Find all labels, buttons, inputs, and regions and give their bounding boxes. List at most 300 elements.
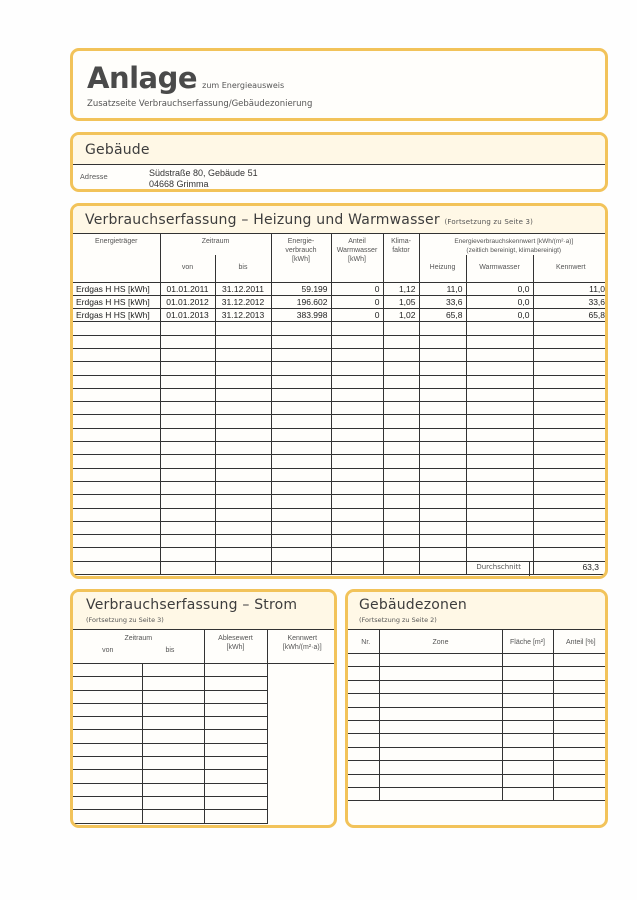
zones-title: Gebäudezonen xyxy=(359,597,467,613)
cell-carrier: Erdgas H HS [kWh] xyxy=(73,282,160,295)
empty-cell xyxy=(73,335,160,348)
cell-climate: 1,05 xyxy=(383,295,419,308)
empty-cell xyxy=(331,348,383,361)
empty-cell xyxy=(215,428,271,441)
table-row xyxy=(348,654,608,667)
empty-cell xyxy=(73,375,160,388)
table-row xyxy=(73,428,608,441)
empty-cell xyxy=(204,690,267,703)
empty-cell xyxy=(553,680,608,693)
electricity-box xyxy=(70,589,337,828)
average-label: Durchschnitt xyxy=(476,563,521,571)
table-row xyxy=(348,694,608,707)
empty-cell xyxy=(271,375,331,388)
empty-cell xyxy=(271,428,331,441)
empty-cell xyxy=(348,774,379,787)
empty-cell xyxy=(73,442,160,455)
empty-cell xyxy=(73,402,160,415)
empty-cell xyxy=(271,402,331,415)
empty-cell xyxy=(331,548,383,561)
col-hw-share-l2: Warmwasser xyxy=(336,247,378,254)
empty-cell xyxy=(466,535,533,548)
empty-cell xyxy=(348,694,379,707)
table-row xyxy=(73,309,608,322)
empty-cell xyxy=(215,521,271,534)
col-from: von xyxy=(160,255,215,282)
col-nr: Nr. xyxy=(348,630,379,654)
table-row xyxy=(73,415,608,428)
empty-cell xyxy=(502,761,553,774)
empty-cell xyxy=(215,508,271,521)
building-header-band xyxy=(73,135,605,164)
empty-cell xyxy=(383,322,419,335)
empty-cell xyxy=(466,348,533,361)
col-reading-l2: [kWh] xyxy=(226,644,245,651)
col-heating: Heizung xyxy=(419,255,466,282)
empty-cell xyxy=(271,335,331,348)
empty-cell xyxy=(348,720,379,733)
col-climate-l2: faktor xyxy=(392,247,410,254)
empty-cell xyxy=(215,415,271,428)
empty-cell xyxy=(502,734,553,747)
empty-cell xyxy=(331,521,383,534)
electricity-continuation: (Fortsetzung zu Seite 3) xyxy=(86,616,164,624)
cell-heating: 65,8 xyxy=(419,309,466,322)
cell-hot-water: 0,0 xyxy=(466,282,533,295)
empty-cell xyxy=(383,481,419,494)
empty-cell xyxy=(160,388,215,401)
cell-to: 31.12.2013 xyxy=(215,309,271,322)
empty-cell xyxy=(379,654,502,667)
empty-cell xyxy=(553,667,608,680)
empty-cell xyxy=(383,561,419,574)
empty-cell xyxy=(331,535,383,548)
empty-cell xyxy=(502,667,553,680)
empty-cell xyxy=(271,362,331,375)
empty-cell xyxy=(160,455,215,468)
empty-cell xyxy=(348,707,379,720)
empty-cell xyxy=(379,720,502,733)
empty-cell xyxy=(160,442,215,455)
empty-cell xyxy=(73,521,160,534)
empty-cell xyxy=(204,743,267,756)
empty-cell xyxy=(271,561,331,574)
empty-cell xyxy=(160,508,215,521)
col-period: Zeitraum xyxy=(160,234,271,256)
table-row xyxy=(73,468,608,481)
empty-cell xyxy=(533,415,608,428)
empty-cell xyxy=(160,415,215,428)
cell-climate: 1,12 xyxy=(383,282,419,295)
empty-cell xyxy=(215,561,271,574)
empty-cell xyxy=(466,495,533,508)
page-title-suffix: zum Energieausweis xyxy=(202,81,285,90)
table-row xyxy=(73,548,608,561)
empty-cell xyxy=(533,402,608,415)
empty-cell xyxy=(331,442,383,455)
empty-cell xyxy=(160,428,215,441)
empty-cell xyxy=(533,388,608,401)
empty-cell xyxy=(73,770,142,783)
empty-cell xyxy=(271,535,331,548)
empty-cell xyxy=(419,521,466,534)
empty-cell xyxy=(204,783,267,796)
page-title-row xyxy=(87,61,284,95)
table-row xyxy=(348,787,608,800)
empty-cell xyxy=(331,402,383,415)
table-row xyxy=(73,295,608,308)
empty-cell xyxy=(419,442,466,455)
empty-cell xyxy=(142,717,204,730)
empty-cell xyxy=(160,548,215,561)
empty-cell xyxy=(383,415,419,428)
empty-cell xyxy=(533,468,608,481)
col-climate-l1: Klima- xyxy=(391,238,411,245)
empty-cell xyxy=(73,535,160,548)
col-hw-share xyxy=(331,234,383,283)
address-line2: 04668 Grimma xyxy=(149,179,209,189)
empty-cell xyxy=(502,720,553,733)
empty-cell xyxy=(553,720,608,733)
cell-hot-water: 0,0 xyxy=(466,309,533,322)
col-period-sub xyxy=(76,646,201,655)
empty-cell xyxy=(331,362,383,375)
electricity-table xyxy=(73,629,337,824)
table-row xyxy=(73,335,608,348)
empty-cell xyxy=(383,508,419,521)
empty-cell xyxy=(142,743,204,756)
empty-cell xyxy=(533,335,608,348)
cell-climate: 1,02 xyxy=(383,309,419,322)
empty-cell xyxy=(466,322,533,335)
empty-cell xyxy=(271,388,331,401)
empty-cell xyxy=(383,548,419,561)
empty-cell xyxy=(383,442,419,455)
table-row xyxy=(348,720,608,733)
cell-to: 31.12.2011 xyxy=(215,282,271,295)
empty-cell xyxy=(271,455,331,468)
cell-from: 01.01.2011 xyxy=(160,282,215,295)
table-row xyxy=(348,747,608,760)
empty-cell xyxy=(215,362,271,375)
empty-cell xyxy=(383,468,419,481)
empty-cell xyxy=(73,348,160,361)
electricity-title: Verbrauchserfassung – Strom xyxy=(86,597,298,613)
empty-cell xyxy=(502,654,553,667)
cell-carrier: Erdgas H HS [kWh] xyxy=(73,309,160,322)
heating-continuation: (Fortsetzung zu Seite 3) xyxy=(444,218,534,226)
empty-cell xyxy=(215,535,271,548)
address-line1: Südstraße 80, Gebäude 51 xyxy=(149,168,258,178)
empty-cell xyxy=(331,335,383,348)
empty-cell xyxy=(419,362,466,375)
col-climate xyxy=(383,234,419,283)
heating-table xyxy=(73,233,608,575)
empty-cell xyxy=(466,388,533,401)
table-row xyxy=(73,348,608,361)
empty-cell xyxy=(160,495,215,508)
col-area: Fläche [m²] xyxy=(502,630,553,654)
empty-cell xyxy=(383,362,419,375)
col-to: bis xyxy=(215,255,271,282)
empty-cell xyxy=(73,495,160,508)
page-title: Anlage xyxy=(87,61,198,95)
empty-cell xyxy=(466,468,533,481)
empty-cell xyxy=(533,362,608,375)
empty-cell xyxy=(466,375,533,388)
empty-cell xyxy=(466,402,533,415)
empty-cell xyxy=(466,442,533,455)
empty-cell xyxy=(348,761,379,774)
table-row xyxy=(73,455,608,468)
empty-cell xyxy=(142,770,204,783)
empty-cell xyxy=(553,694,608,707)
cell-to: 31.12.2012 xyxy=(215,295,271,308)
empty-cell xyxy=(348,654,379,667)
empty-cell xyxy=(204,717,267,730)
empty-cell xyxy=(383,388,419,401)
empty-cell xyxy=(204,664,267,677)
empty-cell xyxy=(419,468,466,481)
address-label: Adresse xyxy=(80,173,108,181)
empty-cell xyxy=(215,322,271,335)
empty-cell xyxy=(204,810,267,823)
building-title: Gebäude xyxy=(85,142,150,158)
zones-table-body xyxy=(348,654,608,801)
empty-cell xyxy=(419,388,466,401)
empty-cell xyxy=(331,415,383,428)
empty-cell xyxy=(204,757,267,770)
col-reading xyxy=(204,630,267,664)
empty-cell xyxy=(331,508,383,521)
col-kennwert-l2: [kWh/(m²·a)] xyxy=(282,644,322,651)
col-hot-water: Warmwasser xyxy=(466,255,533,282)
empty-cell xyxy=(331,388,383,401)
col-consumption-l2: verbrauch xyxy=(285,247,317,254)
empty-cell xyxy=(383,535,419,548)
empty-cell xyxy=(379,787,502,800)
cell-consumption: 383.998 xyxy=(271,309,331,322)
cell-kennwert: 11,0 xyxy=(533,282,608,295)
empty-cell xyxy=(271,495,331,508)
empty-cell xyxy=(271,481,331,494)
col-kennwert-group xyxy=(419,234,608,256)
empty-cell xyxy=(73,508,160,521)
empty-cell xyxy=(348,667,379,680)
empty-cell xyxy=(331,428,383,441)
empty-cell xyxy=(73,677,142,690)
empty-cell xyxy=(215,495,271,508)
empty-cell xyxy=(466,481,533,494)
col-hw-share-l1: Anteil xyxy=(348,238,366,245)
empty-cell xyxy=(215,548,271,561)
col-period-label: Zeitraum xyxy=(124,635,153,642)
empty-cell xyxy=(73,388,160,401)
empty-cell xyxy=(466,428,533,441)
empty-cell xyxy=(215,348,271,361)
empty-cell xyxy=(73,743,142,756)
empty-cell xyxy=(142,690,204,703)
empty-cell xyxy=(379,761,502,774)
cell-consumption: 196.602 xyxy=(271,295,331,308)
table-row xyxy=(348,761,608,774)
empty-cell xyxy=(348,680,379,693)
heating-table-body xyxy=(73,282,608,575)
empty-cell xyxy=(379,667,502,680)
empty-cell xyxy=(533,455,608,468)
empty-cell xyxy=(73,428,160,441)
empty-cell xyxy=(271,322,331,335)
col-kennwert: Kennwert xyxy=(533,255,608,282)
table-row xyxy=(73,388,608,401)
empty-cell xyxy=(331,375,383,388)
col-zone: Zone xyxy=(379,630,502,654)
empty-cell xyxy=(271,548,331,561)
empty-cell xyxy=(271,348,331,361)
empty-cell xyxy=(533,535,608,548)
empty-cell xyxy=(73,362,160,375)
empty-cell xyxy=(553,734,608,747)
empty-cell xyxy=(502,680,553,693)
empty-cell xyxy=(215,402,271,415)
empty-cell xyxy=(553,747,608,760)
empty-cell xyxy=(73,690,142,703)
table-row xyxy=(73,508,608,521)
average-value: 63,3 xyxy=(582,562,599,572)
empty-cell xyxy=(271,468,331,481)
col-kennwert-l2: (zeitlich bereinigt, klimabereinigt) xyxy=(466,247,562,254)
empty-cell xyxy=(204,703,267,716)
cell-hw-share: 0 xyxy=(331,309,383,322)
page-subtitle: Zusatzseite Verbrauchserfassung/Gebäudezonierung xyxy=(87,99,313,109)
cell-carrier: Erdgas H HS [kWh] xyxy=(73,295,160,308)
empty-cell xyxy=(271,415,331,428)
empty-cell xyxy=(533,481,608,494)
empty-cell xyxy=(73,481,160,494)
col-consumption xyxy=(271,234,331,283)
empty-cell xyxy=(419,428,466,441)
empty-cell xyxy=(160,535,215,548)
empty-cell xyxy=(73,415,160,428)
table-row xyxy=(348,680,608,693)
empty-cell xyxy=(142,810,204,823)
cell-heating: 33,6 xyxy=(419,295,466,308)
table-row xyxy=(73,535,608,548)
empty-cell xyxy=(419,548,466,561)
empty-cell xyxy=(553,707,608,720)
empty-cell xyxy=(73,810,142,823)
zones-continuation: (Fortsetzung zu Seite 2) xyxy=(359,616,437,624)
empty-cell xyxy=(348,787,379,800)
empty-cell xyxy=(419,481,466,494)
empty-cell xyxy=(502,774,553,787)
table-row xyxy=(73,375,608,388)
cell-hw-share: 0 xyxy=(331,282,383,295)
empty-cell xyxy=(73,757,142,770)
empty-cell xyxy=(142,783,204,796)
empty-cell xyxy=(466,521,533,534)
cell-kennwert: 65,8 xyxy=(533,309,608,322)
cell-heating: 11,0 xyxy=(419,282,466,295)
empty-cell xyxy=(419,508,466,521)
empty-cell xyxy=(533,348,608,361)
empty-cell xyxy=(383,375,419,388)
empty-cell xyxy=(419,322,466,335)
empty-cell xyxy=(383,402,419,415)
empty-cell xyxy=(267,664,337,824)
col-consumption-l3: [kWh] xyxy=(292,256,310,263)
zones-box xyxy=(345,589,608,828)
cell-kennwert: 33,6 xyxy=(533,295,608,308)
empty-cell xyxy=(160,362,215,375)
empty-cell xyxy=(533,322,608,335)
empty-cell xyxy=(160,402,215,415)
zones-table xyxy=(348,629,608,801)
empty-cell xyxy=(379,680,502,693)
empty-cell xyxy=(160,322,215,335)
empty-cell xyxy=(383,521,419,534)
col-from: von xyxy=(102,647,114,654)
empty-cell xyxy=(73,468,160,481)
cell-hw-share: 0 xyxy=(331,295,383,308)
table-row xyxy=(73,664,337,677)
empty-cell xyxy=(348,747,379,760)
empty-cell xyxy=(331,495,383,508)
empty-cell xyxy=(204,796,267,809)
table-row xyxy=(348,734,608,747)
empty-cell xyxy=(204,730,267,743)
empty-cell xyxy=(331,561,383,574)
table-row xyxy=(348,667,608,680)
table-row xyxy=(348,707,608,720)
empty-cell xyxy=(73,664,142,677)
empty-cell xyxy=(379,774,502,787)
empty-cell xyxy=(160,561,215,574)
empty-cell xyxy=(533,428,608,441)
empty-cell xyxy=(533,442,608,455)
heating-box xyxy=(70,203,608,579)
heating-title: Verbrauchserfassung – Heizung und Warmwasser xyxy=(85,212,440,228)
empty-cell xyxy=(73,783,142,796)
empty-cell xyxy=(419,455,466,468)
empty-cell xyxy=(502,707,553,720)
empty-cell xyxy=(331,481,383,494)
cell-hot-water: 0,0 xyxy=(466,295,533,308)
table-row xyxy=(73,481,608,494)
table-row xyxy=(73,362,608,375)
empty-cell xyxy=(379,734,502,747)
empty-cell xyxy=(466,548,533,561)
header-box xyxy=(70,48,608,121)
col-kennwert-l1: Kennwert xyxy=(287,635,318,642)
empty-cell xyxy=(533,375,608,388)
empty-cell xyxy=(160,335,215,348)
empty-cell xyxy=(383,455,419,468)
empty-cell xyxy=(215,481,271,494)
empty-cell xyxy=(379,707,502,720)
empty-cell xyxy=(142,730,204,743)
col-carrier: Energieträger xyxy=(73,234,160,283)
average-divider xyxy=(529,562,530,576)
empty-cell xyxy=(383,335,419,348)
empty-cell xyxy=(383,348,419,361)
empty-cell xyxy=(73,548,160,561)
cell-from: 01.01.2013 xyxy=(160,309,215,322)
empty-cell xyxy=(348,734,379,747)
col-reading-l1: Ablesewert xyxy=(218,635,253,642)
col-period xyxy=(73,630,204,664)
table-row xyxy=(73,322,608,335)
